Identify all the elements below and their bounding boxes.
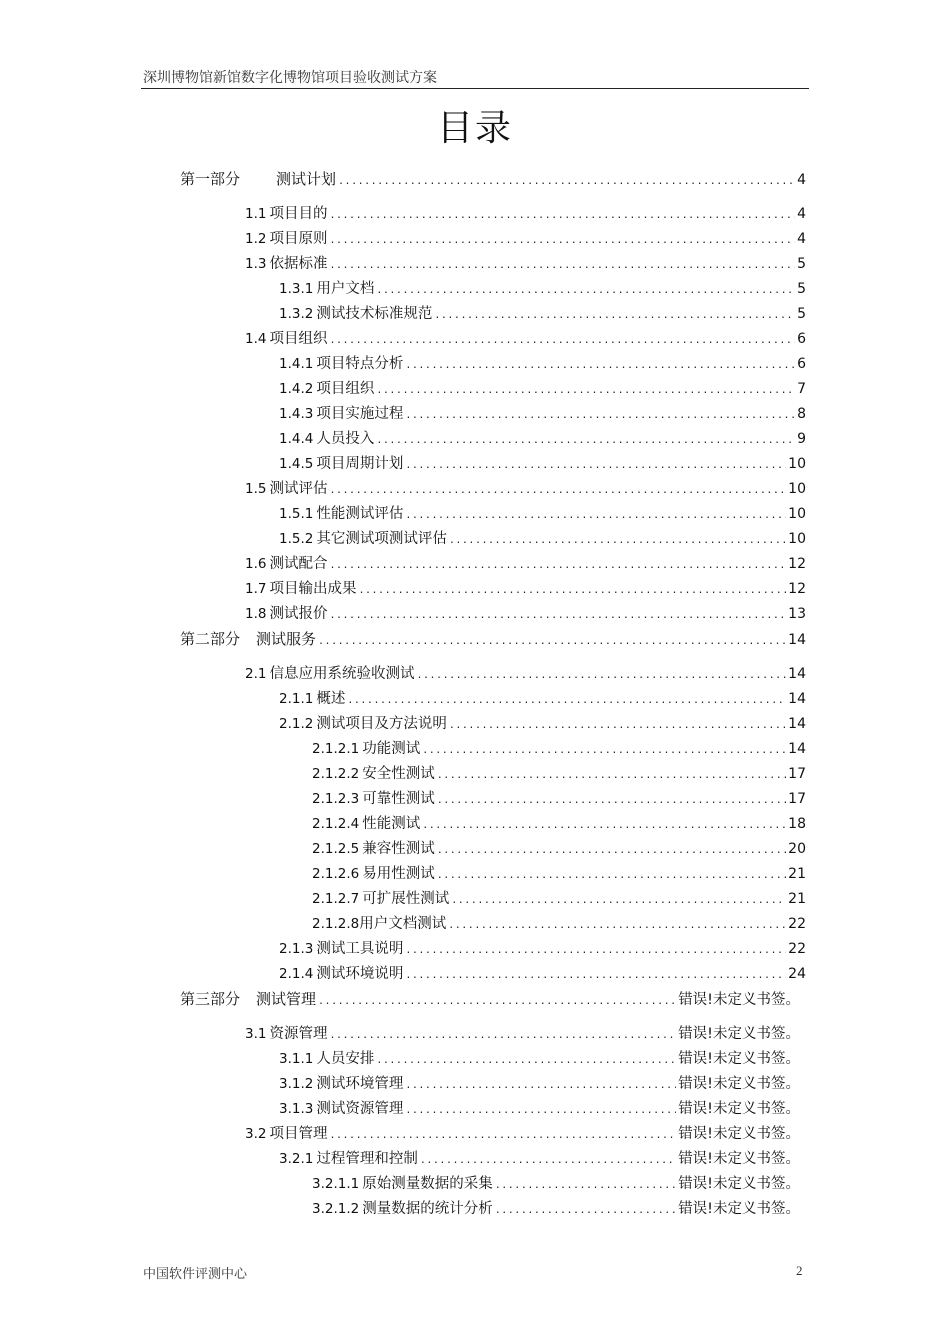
toc-entry-label: 项目实施过程 (316, 406, 404, 422)
toc-entry-number: 3.2.1.1 (312, 1176, 360, 1192)
toc-entry-page: 错误!未定义书签。 (678, 1051, 800, 1067)
toc-entry-label: 测量数据的统计分析 (362, 1201, 493, 1217)
toc-entry-number: 1.6 (245, 556, 267, 572)
toc-entry-label: 测试配合 (269, 556, 328, 572)
toc-entry-1-4-4[interactable] (279, 428, 806, 450)
toc-entry-label: 人员安排 (316, 1051, 375, 1067)
toc-entry-number: 2.1.2.1 (312, 741, 360, 757)
toc-entry-label: 测试计划 (276, 170, 337, 188)
toc-entry-number: 2.1.2.4 (312, 816, 360, 832)
toc-entry-number: 1.3.1 (279, 281, 314, 297)
toc-entry-number: 3.2.1 (279, 1151, 314, 1167)
toc-entry-1-4-1[interactable] (279, 353, 806, 375)
toc-entry-part-2[interactable] (180, 628, 806, 650)
toc-entry-label: 资源管理 (269, 1026, 328, 1042)
toc-entry-1-3-1[interactable] (279, 278, 806, 300)
toc-entry-number: 2.1.2.8 (312, 916, 360, 932)
toc-leader-dots (405, 355, 795, 377)
toc-entry-number: 1.4.1 (279, 356, 314, 372)
toc-entry-1-3-2[interactable] (279, 303, 806, 325)
toc-entry-number: 2.1.3 (279, 941, 314, 957)
toc-entry-2-1-2-4[interactable] (312, 813, 806, 835)
toc-entry-label: 用户文档测试 (359, 916, 447, 932)
toc-entry-page: 21 (788, 891, 806, 907)
toc-leader-dots (318, 991, 676, 1013)
toc-entry-label: 可靠性测试 (362, 791, 435, 807)
toc-leader-dots (329, 480, 786, 502)
toc-entry-page: 20 (788, 841, 806, 857)
toc-entry-page: 17 (788, 791, 806, 807)
toc-leader-dots (495, 1175, 676, 1197)
toc-entry-number: 3.1.1 (279, 1051, 314, 1067)
toc-leader-dots (338, 171, 795, 193)
toc-entry-1-5-1[interactable] (279, 503, 806, 525)
toc-entry-label: 测试环境说明 (316, 966, 404, 982)
toc-entry-page: 7 (797, 381, 806, 397)
toc-entry-page: 错误!未定义书签。 (678, 1126, 800, 1142)
toc-entry-2-1-2-3[interactable] (312, 788, 806, 810)
toc-entry-page: 4 (797, 172, 806, 188)
toc-entry-label: 项目周期计划 (316, 456, 404, 472)
toc-entry-label: 性能测试 (362, 816, 421, 832)
toc-entry-page: 错误!未定义书签。 (678, 1176, 800, 1192)
toc-entry-3-2-1-2[interactable] (312, 1198, 800, 1220)
toc-leader-dots (376, 380, 795, 402)
toc-entry-page: 错误!未定义书签。 (678, 1026, 800, 1042)
toc-entry-2-1-2[interactable] (279, 713, 806, 735)
toc-entry-page: 10 (788, 531, 806, 547)
toc-entry-page: 22 (788, 916, 806, 932)
toc-entry-2-1-3[interactable] (279, 938, 806, 960)
toc-entry-2-1-1[interactable] (279, 688, 806, 710)
toc-entry-1-8[interactable] (245, 603, 806, 625)
toc-leader-dots (422, 815, 786, 837)
toc-leader-dots (416, 665, 786, 687)
toc-leader-dots (405, 1100, 676, 1122)
toc-entry-label: 依据标准 (269, 256, 328, 272)
toc-entry-number: 1.4 (245, 331, 267, 347)
toc-entry-number: 1.2 (245, 231, 267, 247)
toc-entry-page: 12 (788, 581, 806, 597)
toc-entry-page: 错误!未定义书签。 (678, 1201, 800, 1217)
toc-entry-label: 人员投入 (316, 431, 375, 447)
page-header-title: 深圳博物馆新馆数字化博物馆项目验收测试方案 (143, 70, 437, 86)
toc-entry-2-1-2-1[interactable] (312, 738, 806, 760)
toc-entry-3-2-1-1[interactable] (312, 1173, 800, 1195)
toc-entry-2-1-2-7[interactable] (312, 888, 806, 910)
toc-entry-page: 错误!未定义书签。 (678, 1101, 800, 1117)
toc-entry-1-2[interactable] (245, 228, 806, 250)
toc-entry-number: 2.1.1 (279, 691, 314, 707)
toc-entry-page: 9 (797, 431, 806, 447)
toc-entry-page: 错误!未定义书签。 (678, 992, 800, 1008)
toc-entry-1-4-2[interactable] (279, 378, 806, 400)
toc-entry-number: 第二部分 (180, 630, 241, 648)
toc-entry-label: 测试管理 (256, 990, 317, 1008)
toc-entry-page: 14 (788, 741, 806, 757)
toc-entry-label: 兼容性测试 (362, 841, 435, 857)
toc-entry-number: 1.7 (245, 581, 267, 597)
toc-entry-label: 测试项目及方法说明 (316, 716, 447, 732)
toc-entry-number: 1.3 (245, 256, 267, 272)
toc-entry-page: 14 (788, 716, 806, 732)
toc-leader-dots (347, 690, 786, 712)
toc-entry-number: 1.8 (245, 606, 267, 622)
toc-entry-page: 6 (797, 331, 806, 347)
toc-entry-number: 2.1.2.3 (312, 791, 360, 807)
toc-entry-2-1-2-5[interactable] (312, 838, 806, 860)
toc-entry-page: 4 (797, 231, 806, 247)
toc-entry-label: 项目特点分析 (316, 356, 404, 372)
toc-entry-number: 第三部分 (180, 990, 241, 1008)
toc-entry-1-5[interactable] (245, 478, 806, 500)
toc-entry-part-3[interactable] (180, 988, 800, 1010)
toc-entry-number: 3.1.3 (279, 1101, 314, 1117)
toc-entry-2-1-4[interactable] (279, 963, 806, 985)
toc-entry-page: 8 (797, 406, 806, 422)
toc-entry-number: 2.1.4 (279, 966, 314, 982)
toc-entry-number: 1.5.2 (279, 531, 314, 547)
toc-entry-label: 测试报价 (269, 606, 328, 622)
toc-entry-label: 可扩展性测试 (362, 891, 450, 907)
toc-entry-page: 错误!未定义书签。 (678, 1151, 800, 1167)
toc-entry-number: 3.1.2 (279, 1076, 314, 1092)
toc-entry-number: 1.4.3 (279, 406, 314, 422)
toc-entry-page: 10 (788, 481, 806, 497)
toc-entry-page: 4 (797, 206, 806, 222)
toc-leader-dots (448, 915, 786, 937)
toc-title: 目录 (436, 108, 513, 149)
toc-entry-page: 14 (788, 632, 806, 648)
toc-entry-number: 2.1 (245, 666, 267, 682)
toc-entry-number: 3.2.1.2 (312, 1201, 360, 1217)
toc-leader-dots (405, 1075, 676, 1097)
toc-leader-dots (405, 940, 786, 962)
toc-entry-page: 14 (788, 666, 806, 682)
toc-entry-2-1-2-8[interactable] (312, 913, 806, 935)
toc-leader-dots (405, 405, 795, 427)
toc-leader-dots (437, 840, 786, 862)
toc-entry-part-1[interactable] (180, 168, 806, 190)
toc-entry-number: 2.1.2.5 (312, 841, 360, 857)
toc-entry-number: 1.4.4 (279, 431, 314, 447)
toc-entry-label: 测试服务 (256, 630, 317, 648)
toc-entry-1-4-5[interactable] (279, 453, 806, 475)
toc-entry-page: 22 (788, 941, 806, 957)
toc-entry-page: 5 (797, 306, 806, 322)
toc-entry-page: 5 (797, 256, 806, 272)
toc-entry-1-4[interactable] (245, 328, 806, 350)
toc-entry-number: 3.2 (245, 1126, 267, 1142)
toc-entry-1-4-3[interactable] (279, 403, 806, 425)
toc-leader-dots (437, 865, 786, 887)
toc-entry-label: 性能测试评估 (316, 506, 404, 522)
toc-leader-dots (329, 330, 795, 352)
toc-entry-3-1[interactable] (245, 1023, 800, 1045)
toc-entry-1-1[interactable] (245, 203, 806, 225)
toc-entry-label: 测试评估 (269, 481, 328, 497)
toc-entry-label: 过程管理和控制 (316, 1151, 418, 1167)
toc-entry-label: 项目目的 (269, 206, 328, 222)
toc-entry-page: 6 (797, 356, 806, 372)
toc-leader-dots (451, 890, 786, 912)
toc-leader-dots (318, 631, 786, 653)
toc-entry-number: 1.5.1 (279, 506, 314, 522)
toc-entry-page: 14 (788, 691, 806, 707)
toc-entry-2-1-2-6[interactable] (312, 863, 806, 885)
toc-entry-label: 测试资源管理 (316, 1101, 404, 1117)
toc-entry-page: 24 (788, 966, 806, 982)
toc-entry-label: 易用性测试 (362, 866, 435, 882)
toc-entry-number: 2.1.2.7 (312, 891, 360, 907)
toc-entry-number: 3.1 (245, 1026, 267, 1042)
toc-entry-3-1-3[interactable] (279, 1098, 800, 1120)
toc-entry-number: 2.1.2.6 (312, 866, 360, 882)
toc-entry-page: 10 (788, 506, 806, 522)
toc-entry-label: 测试工具说明 (316, 941, 404, 957)
toc-leader-dots (329, 230, 795, 252)
toc-entry-2-1[interactable] (245, 663, 806, 685)
toc-entry-label: 项目输出成果 (269, 581, 357, 597)
toc-leader-dots (449, 715, 786, 737)
toc-leader-dots (329, 605, 786, 627)
toc-entry-number: 1.4.5 (279, 456, 314, 472)
toc-leader-dots (437, 765, 786, 787)
toc-leader-dots (405, 505, 786, 527)
toc-entry-2-1-2-2[interactable] (312, 763, 806, 785)
toc-leader-dots (376, 280, 795, 302)
toc-entry-number: 第一部分 (180, 170, 241, 188)
toc-entry-label: 用户文档 (316, 281, 375, 297)
toc-entry-page: 10 (788, 456, 806, 472)
toc-entry-page: 13 (788, 606, 806, 622)
toc-entry-3-1-1[interactable] (279, 1048, 800, 1070)
toc-entry-label: 原始测量数据的采集 (362, 1176, 493, 1192)
toc-entry-label: 项目管理 (269, 1126, 328, 1142)
toc-entry-number: 1.5 (245, 481, 267, 497)
toc-entry-label: 概述 (316, 691, 346, 707)
toc-leader-dots (329, 1125, 676, 1147)
toc-leader-dots (329, 1025, 676, 1047)
toc-leader-dots (495, 1200, 676, 1222)
toc-leader-dots (329, 555, 786, 577)
toc-entry-number: 1.4.2 (279, 381, 314, 397)
toc-entry-1-6[interactable] (245, 553, 806, 575)
toc-entry-label: 项目组织 (269, 331, 328, 347)
toc-leader-dots (358, 580, 786, 602)
toc-leader-dots (329, 205, 795, 227)
page-footer-org: 中国软件评测中心 (143, 1267, 248, 1282)
toc-entry-page: 12 (788, 556, 806, 572)
toc-leader-dots (405, 965, 786, 987)
toc-leader-dots (437, 790, 786, 812)
toc-leader-dots (449, 530, 786, 552)
toc-entry-page: 错误!未定义书签。 (678, 1076, 800, 1092)
toc-leader-dots (420, 1150, 676, 1172)
toc-entry-1-7[interactable] (245, 578, 806, 600)
toc-entry-3-2-1[interactable] (279, 1148, 800, 1170)
toc-entry-number: 1.1 (245, 206, 267, 222)
page-number: 2 (796, 1263, 803, 1278)
toc-leader-dots (376, 1050, 676, 1072)
toc-leader-dots (422, 740, 786, 762)
toc-entry-number: 2.1.2.2 (312, 766, 360, 782)
toc-entry-3-1-2[interactable] (279, 1073, 800, 1095)
toc-entry-label: 项目原则 (269, 231, 328, 247)
toc-entry-label: 测试环境管理 (316, 1076, 404, 1092)
toc-entry-label: 安全性测试 (362, 766, 435, 782)
toc-entry-number: 2.1.2 (279, 716, 314, 732)
toc-entry-label: 信息应用系统验收测试 (269, 666, 415, 682)
toc-entry-page: 5 (797, 281, 806, 297)
toc-entry-page: 17 (788, 766, 806, 782)
toc-leader-dots (376, 430, 795, 452)
toc-entry-number: 1.3.2 (279, 306, 314, 322)
toc-leader-dots (434, 305, 795, 327)
toc-entry-page: 21 (788, 866, 806, 882)
toc-entry-label: 其它测试项测试评估 (316, 531, 447, 547)
toc-entry-3-2[interactable] (245, 1123, 800, 1145)
toc-entry-1-3[interactable] (245, 253, 806, 275)
toc-leader-dots (329, 255, 795, 277)
toc-entry-label: 测试技术标准规范 (316, 306, 433, 322)
toc-entry-label: 功能测试 (362, 741, 421, 757)
toc-entry-1-5-2[interactable] (279, 528, 806, 550)
toc-leader-dots (405, 455, 786, 477)
toc-entry-page: 18 (788, 816, 806, 832)
toc-entry-label: 项目组织 (316, 381, 375, 397)
